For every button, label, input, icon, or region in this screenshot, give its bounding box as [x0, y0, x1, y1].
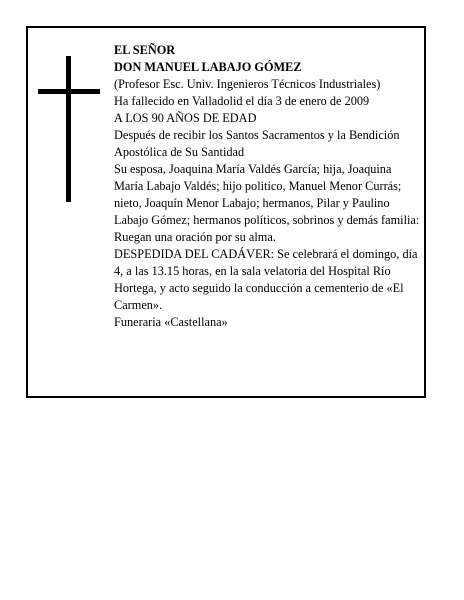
obituary-notice	[26, 26, 426, 398]
cross-icon	[38, 56, 100, 202]
death-statement: Ha fallecido en Valladolid el día 3 de enero de 2009	[114, 94, 370, 108]
deceased-name: DON MANUEL LABAJO GÓMEZ	[114, 60, 302, 74]
cross-horizontal-bar	[38, 89, 100, 94]
profession-line: (Profesor Esc. Univ. Ingenieros Técnicos Industriales)	[114, 77, 381, 91]
family-list: Su esposa, Joaquina María Valdés García; hija, Joaquina María Labajo Valdés; hijo politico, Manuel Menor Currás; nieto, Joaquín Menor Labajo; hermanos, Pilar y Paulino Labajo Gómez; hermanos políticos, sobrinos y demás familia:	[114, 162, 420, 227]
cross-vertical-bar	[66, 56, 71, 202]
age-line: A LOS 90 AÑOS DE EDAD	[114, 111, 257, 125]
sacraments-line: Después de recibir los Santos Sacramentos y la Bendición Apostólica de Su Santidad	[114, 128, 400, 159]
notice-text-block	[114, 42, 422, 331]
funeral-home: Funeraria «Castellana»	[114, 315, 228, 329]
prayer-request: Ruegan una oración por su alma.	[114, 230, 276, 244]
notice-header: EL SEÑOR	[114, 43, 176, 57]
farewell-details: DESPEDIDA DEL CADÁVER: Se celebrará el domingo, día 4, a las 13.15 horas, en la sala velatoria del Hospital Río Hortega, y acto seguido la conducción a cementerio de «El Carmen».	[114, 247, 418, 312]
